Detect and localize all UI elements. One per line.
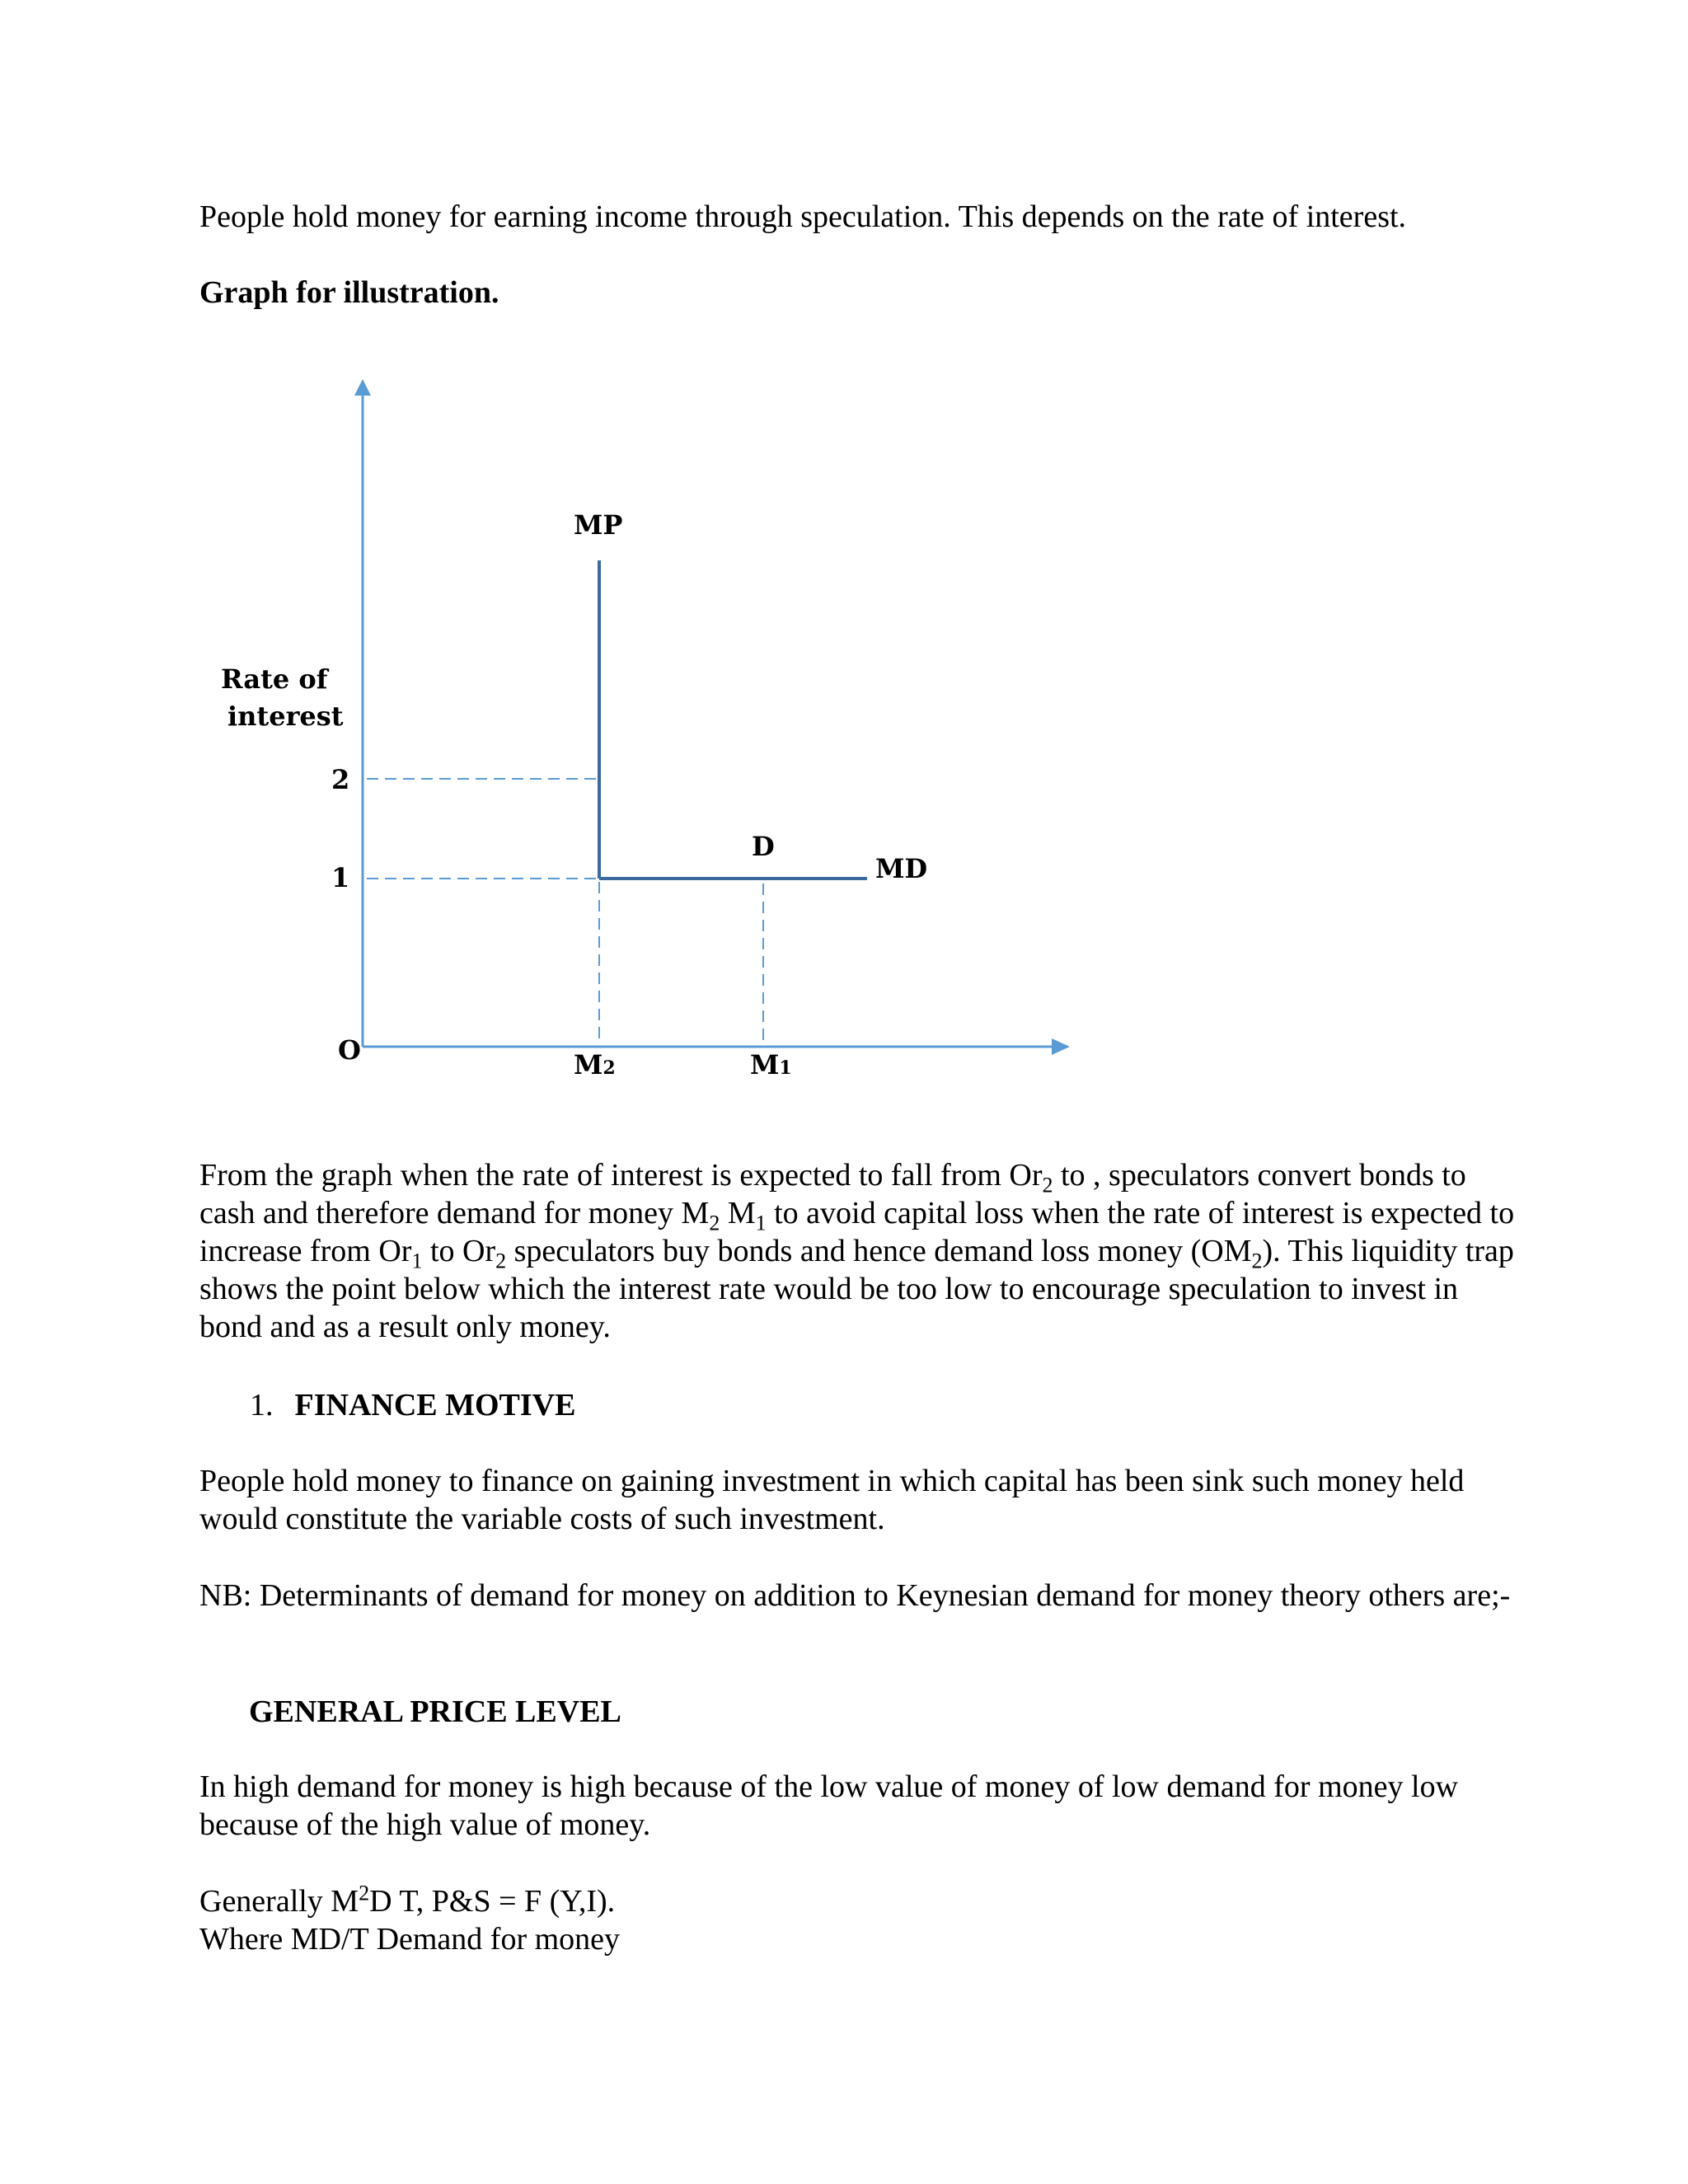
tick-label-1: 1: [331, 862, 350, 893]
intro-paragraph: People hold money for earning income through speculation. This depends on the rate of interest.: [199, 199, 1407, 234]
y-axis-arrow-icon: [354, 379, 371, 396]
nb-paragraph: NB: Determinants of demand for money on addition to Keynesian demand for money theory others are;-: [199, 1578, 1511, 1613]
where-line: Where MD/T Demand for money: [199, 1922, 621, 1957]
formula-line: Generally $M^2D$ T, P&S = F (Y,I).: [199, 1881, 616, 1919]
y-axis-label-line2: interest: [227, 701, 344, 732]
price-level-paragraph: In high demand for money is high because of the low value of money of low demand for money low because of the high value of money.: [199, 1769, 1459, 1842]
finance-motive-heading: 1. FINANCE MOTIVE: [250, 1388, 576, 1422]
general-price-level-heading: GENERAL PRICE LEVEL: [249, 1694, 621, 1729]
m2-label: M2: [574, 1049, 616, 1080]
md-label: MD: [875, 853, 928, 884]
origin-label: O: [338, 1034, 361, 1066]
x-axis-arrow-icon: [1052, 1038, 1070, 1055]
y-axis-label-line1: Rate of: [221, 663, 328, 695]
liquidity-preference-graph: [190, 363, 1096, 1104]
graph-explanation-paragraph: From the graph when the rate of interest is expected to fall from $Or_2$ to , speculators convert bonds to cash and therefore demand for money $M_2$ $M_1$ to avoid capital loss when the rate of interest is expected to increase from $Or_1$ to $Or_2$ speculators buy bonds and hence demand loss money $(OM_2)$. This liquidity trap shows the point below which the interest rate would be too low to encourage speculation to invest in bond and as a result only money.: [199, 1158, 1515, 1344]
m1-label: M1: [750, 1049, 792, 1080]
graph-heading: Graph for illustration.: [199, 275, 499, 310]
d-label: D: [752, 831, 775, 862]
tick-label-2: 2: [331, 764, 350, 795]
mp-label: MP: [574, 509, 623, 541]
finance-paragraph: People hold money to finance on gaining investment in which capital has been sink such money held would constitute the variable costs of such investment.: [199, 1464, 1465, 1536]
